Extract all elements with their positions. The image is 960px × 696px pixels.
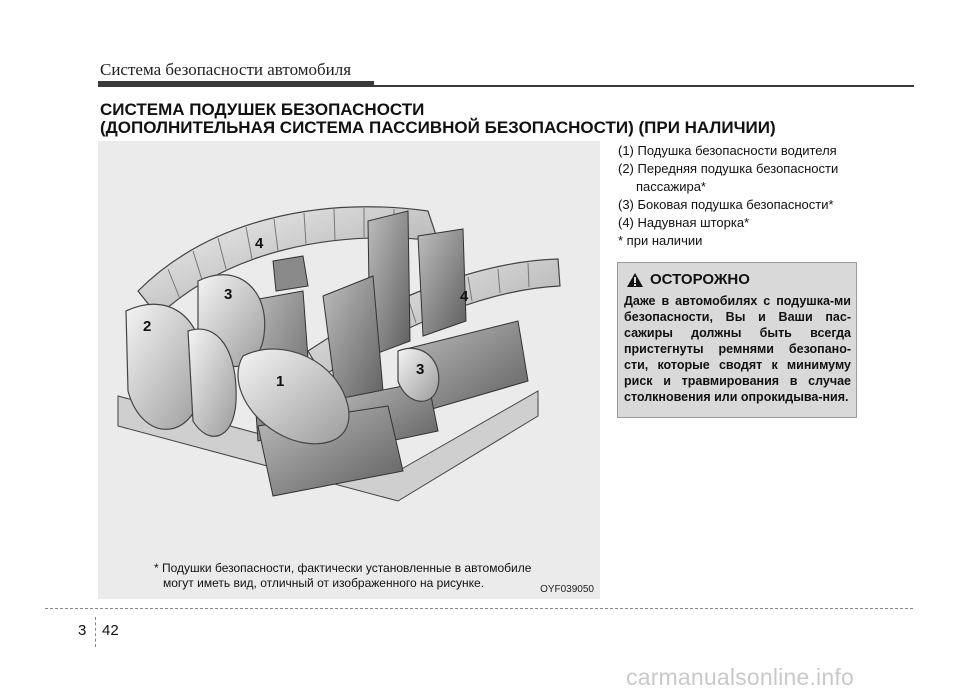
warning-box (617, 262, 857, 418)
heading-line-2: (ДОПОЛНИТЕЛЬНАЯ СИСТЕМА ПАССИВНОЙ БЕЗОПАСНОСТИ) (ПРИ НАЛИЧИИ) (100, 118, 776, 137)
callout-3-rear: 3 (416, 361, 425, 378)
airbag-illustration (98, 141, 600, 599)
warning-text: Даже в автомобилях с подушка-ми безопасности, Вы и Ваши пас-сажиры должны быть всегда пристегнуты ремнями безопано-сти, которые сводят к минимуму риск и травмирования в случае столкновения или опрокидыва-ния. (624, 294, 851, 404)
warning-icon (626, 272, 644, 288)
legend-item-2-cont: пассажира* (636, 179, 706, 194)
page-separator (95, 617, 96, 647)
legend-item-3: (3) Боковая подушка безопасности* (618, 197, 834, 212)
legend-item-2: (2) Передняя подушка безопасности (618, 161, 839, 176)
section-heading (100, 101, 776, 137)
legend-item-1: (1) Подушка безопасности водителя (618, 143, 837, 158)
airbag-drawing (98, 141, 600, 599)
figure-code: OYF039050 (540, 584, 594, 595)
callout-2: 2 (143, 318, 152, 335)
page-number: 42 (102, 622, 119, 639)
page-section-number: 3 (78, 622, 87, 639)
watermark: carmanualsonline.info (626, 664, 854, 690)
callout-3-front: 3 (224, 286, 233, 303)
callout-4-right: 4 (460, 288, 469, 305)
legend-item-4: (4) Надувная шторка* (618, 215, 750, 230)
header-rule-thick (98, 81, 374, 87)
figure-note-line-2: могут иметь вид, отличный от изображенного на рисунке. (163, 576, 485, 590)
heading-line-1: СИСТЕМА ПОДУШЕК БЕЗОПАСНОСТИ (100, 100, 425, 119)
figure-note-line-1: * Подушки безопасности, фактически установленные в автомобиле (154, 561, 532, 575)
footer-rule (45, 608, 913, 609)
airbag-legend (618, 142, 838, 250)
figure-note (154, 561, 531, 591)
callout-1: 1 (276, 373, 285, 390)
legend-footnote: * при наличии (618, 233, 703, 248)
callout-4-left: 4 (255, 235, 264, 252)
rear-seat-back-right (418, 229, 466, 336)
running-header: Система безопасности автомобиля (100, 60, 352, 79)
warning-header (626, 271, 851, 288)
header-rule-thin (374, 85, 914, 87)
headrest (273, 256, 308, 291)
warning-title: ОСТОРОЖНО (650, 271, 750, 288)
